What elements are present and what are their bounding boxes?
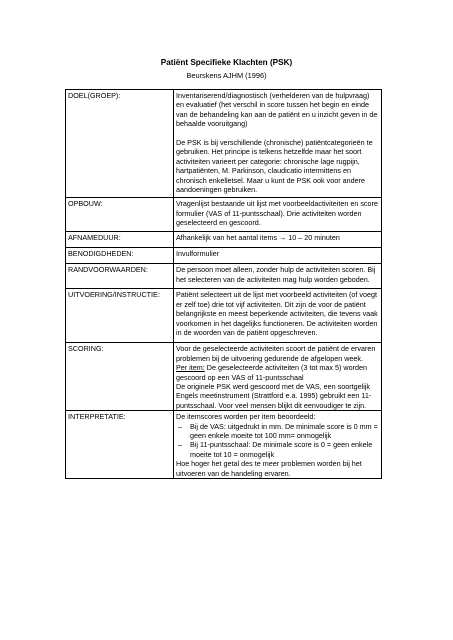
row-label: DOEL(GROEP): — [66, 90, 174, 198]
row-value — [174, 343, 382, 411]
row-label: SCORING: — [66, 343, 174, 411]
row-label: INTERPRETATIE: — [66, 411, 174, 479]
paragraph: De originele PSK werd gescoord met de VAS, een soortgelijk Engels meetinstrument (Strattford e.a. 1995) gebruikt een 11-puntsschaal. Voor veel mensen blijkt dit eenvoudiger te zijn. — [176, 381, 372, 410]
table-row-scoring — [66, 343, 382, 411]
table-row-opbouw — [66, 198, 382, 231]
row-label: OPBOUW: — [66, 198, 174, 231]
paragraph: Inventariserend/diagnostisch (verhelderen van de hulpvraag) en evaluatief (het verschil in score tussen het begin en einde van de behandeling kan aan de patiënt en u inzicht geven in de behaalde vooruitgang) — [176, 91, 378, 129]
row-label: AFNAMEDUUR: — [66, 231, 174, 247]
table-row-interpretatie — [66, 411, 382, 479]
row-value — [174, 248, 382, 264]
paragraph — [176, 363, 379, 382]
paragraph: Vragenlijst bestaande uit lijst met voorbeeldactiviteiten en score formulier (VAS of 11-puntsschaal). Drie activiteiten worden geselecteerd en gescoord. — [176, 199, 378, 228]
underlined-text: Per item: — [176, 363, 205, 373]
table-row-afnameduur — [66, 231, 382, 247]
paragraph: De PSK is bij verschillende (chronische) patiëntcategorieën te gebruiken. Het principe is telkens hetzelfde maar het soort activiteiten varieert per categorie: chronische lage rugpijn, hartpatiënten, M. Parkinson, claudicatio intermittens en chronisch enkelletsel. Maar u kunt de PSK ook voor andere aandoeningen gebruiken. — [176, 138, 373, 195]
row-label: BENODIGDHEDEN: — [66, 248, 174, 264]
interpretation-list — [176, 422, 379, 460]
row-value — [174, 231, 382, 247]
row-value — [174, 264, 382, 289]
list-item: – Bij 11-puntsschaal: De minimale score is 0 = geen enkele moeite tot 10 = onmogelijk — [176, 440, 379, 459]
table-row-doel — [66, 90, 382, 198]
paragraph: Hoe hoger het getal des te meer problemen worden bij het uitvoeren van de handeling ervaren. — [176, 459, 362, 478]
table-row-uitvoering — [66, 289, 382, 343]
paragraph: De persoon moet alleen, zonder hulp de activiteiten scoren. Bij het selecteren van de activiteiten mag hulp worden geboden. — [176, 265, 376, 284]
row-label: UITVOERING/INSTRUCTIE: — [66, 289, 174, 343]
row-label: RANDVOORWAARDEN: — [66, 264, 174, 289]
info-table — [65, 89, 382, 479]
paragraph: Patiënt selecteert uit de lijst met voorbeeld activiteiten (of voegt er zelf toe) drie tot vijf activiteiten. Dit zijn de voor de patiënt belangrijkste en meest beperkende activiteiten, die tevens vaak voorkomen in het dagelijks functioneren. De activiteiten worden in de woorden van de patiënt opgeschreven. — [176, 290, 378, 337]
paragraph: De itemscores worden per item beoordeeld: — [176, 412, 316, 422]
row-value — [174, 198, 382, 231]
paragraph: Voor de geselecteerde activiteiten scoort de patiënt de ervaren problemen bij de uitvoering gedurende de afgelopen week. — [176, 344, 376, 363]
row-value — [174, 289, 382, 343]
paragraph: Invulformulier — [176, 249, 220, 259]
paragraph: Afhankelijk van het aantal items → 10 – 20 minuten — [176, 232, 340, 242]
list-item: – Bij de VAS: uitgedrukt in mm. De minimale score is 0 mm = geen enkele moeite tot 100 mm= onmogelijk — [176, 422, 379, 441]
row-value — [174, 90, 382, 198]
row-value — [174, 411, 382, 479]
table-row-randvoorwaarden — [66, 264, 382, 289]
table-row-benodigdheden — [66, 248, 382, 264]
document-author: Beurskens AJHM (1996) — [186, 71, 267, 80]
document-title: Patiënt Specifieke Klachten (PSK) — [160, 58, 293, 67]
paragraph-text: De geselecteerde activiteiten (3 tot max 5) worden gescoord op een VAS of 11-puntsschaal — [176, 363, 367, 382]
